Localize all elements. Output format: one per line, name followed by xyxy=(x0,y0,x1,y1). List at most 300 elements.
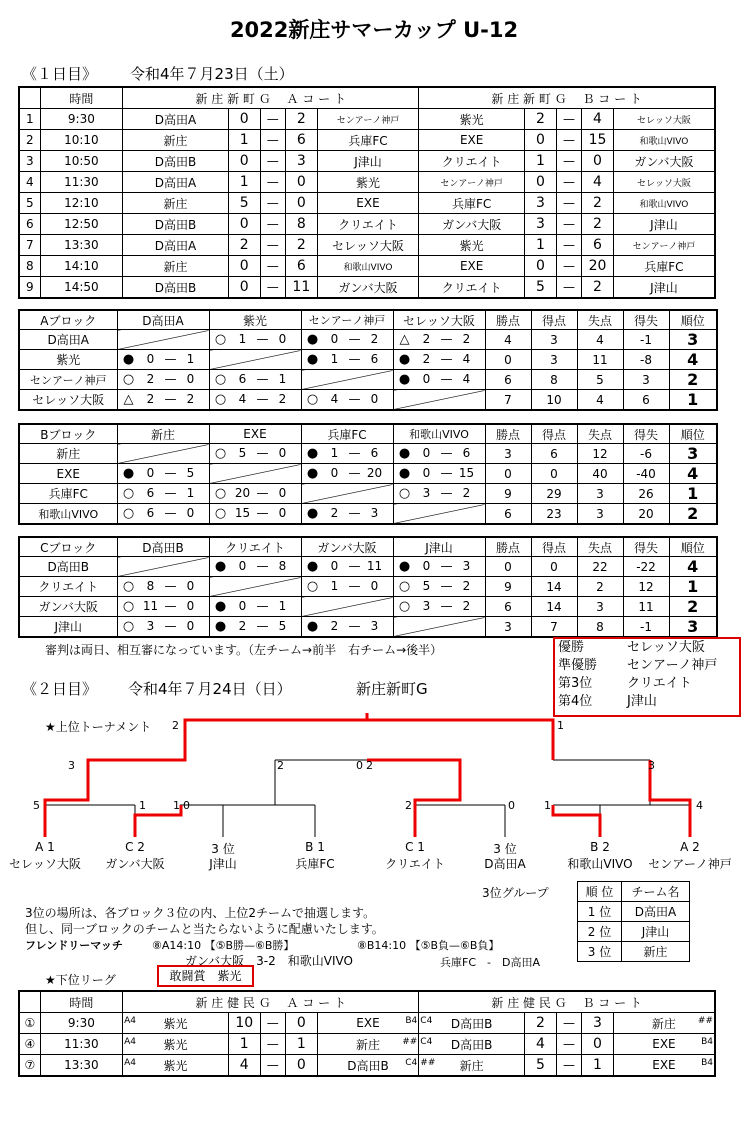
match-result-cell xyxy=(209,504,301,525)
a-away-score: 2 xyxy=(285,109,317,130)
a-away-team: 兵庫FC xyxy=(317,130,419,151)
goals-for: 3 xyxy=(422,599,431,613)
match-result-cell xyxy=(209,444,301,464)
score-dash: — xyxy=(348,446,361,460)
seed-tag: ## xyxy=(420,1058,436,1068)
match-no: 3 xyxy=(19,151,40,172)
a-away-score: 6 xyxy=(285,130,317,151)
standings-value: 3 xyxy=(531,350,577,370)
standings-header: 得点 xyxy=(531,537,577,557)
day1-date: 令和4年７月23日（土） xyxy=(130,65,294,83)
lower-header-time: 時間 xyxy=(40,991,122,1013)
match-result-cell xyxy=(301,577,393,597)
score-q1-left: 5 xyxy=(33,799,40,812)
b-home-score: 0 xyxy=(525,256,557,277)
a-home-team: D高田A xyxy=(123,172,229,193)
standings-value: 22 xyxy=(577,557,623,577)
bracket-seed: C 1 xyxy=(405,840,425,854)
match-result-cell xyxy=(117,504,209,525)
match-no: 4 xyxy=(19,172,40,193)
diagonal-cell xyxy=(393,617,485,638)
diagonal-cell xyxy=(301,370,393,390)
goals-against: 0 xyxy=(186,372,195,386)
a-home-team xyxy=(123,1055,229,1077)
table-row xyxy=(19,370,717,390)
tournament-label: ★上位トーナメント xyxy=(45,720,152,734)
standings-value: 6 xyxy=(531,444,577,464)
match-no: 8 xyxy=(19,256,40,277)
b-away-team xyxy=(613,1034,715,1055)
match-result-cell xyxy=(117,597,209,617)
table-row xyxy=(19,235,715,256)
block-col-team: 紫光 xyxy=(209,310,301,330)
goals-against: 2 xyxy=(462,332,471,346)
block-col-team: J津山 xyxy=(393,537,485,557)
match-no: 2 xyxy=(19,130,40,151)
lower-league-label: ★下位リーグ xyxy=(45,973,116,987)
standings-value: 0 xyxy=(531,557,577,577)
score-sf-right-mid: 2 xyxy=(366,759,373,772)
a-away-team: J津山 xyxy=(317,151,419,172)
final-result-row xyxy=(555,675,739,693)
q3-red xyxy=(553,805,600,837)
standings-value: 14 xyxy=(531,597,577,617)
score-dash: — xyxy=(556,277,581,299)
diagonal-cell xyxy=(117,557,209,577)
diagonal-cell xyxy=(209,464,301,484)
result-mark: ○ xyxy=(122,506,135,521)
score-q3-left: 2 xyxy=(405,799,412,812)
result-mark: ● xyxy=(122,466,135,481)
goals-for: 0 xyxy=(238,559,247,573)
bracket-seed: C 2 xyxy=(125,840,145,854)
day1-schedule-table xyxy=(18,86,716,299)
third-rank: 2 位 xyxy=(578,922,622,942)
standings-value: -1 xyxy=(623,330,669,350)
a-away-team: センアーノ神戸 xyxy=(317,109,419,130)
goals-for: 2 xyxy=(146,372,155,386)
team-name: D高田B xyxy=(450,1037,493,1052)
standings-value: 0 xyxy=(485,350,531,370)
b-away-score: 0 xyxy=(582,151,614,172)
goals-against: 0 xyxy=(186,506,195,520)
result-mark: ○ xyxy=(214,372,227,387)
a-away-team: EXE xyxy=(317,193,419,214)
goals-for: 0 xyxy=(146,466,155,480)
goals-for: 11 xyxy=(142,599,159,613)
seed-tag: C4 xyxy=(420,1016,433,1026)
goals-against: 6 xyxy=(370,352,379,366)
table-row xyxy=(578,902,690,922)
score-dash: — xyxy=(260,193,285,214)
goals-for: 1 xyxy=(330,446,339,460)
match-result-cell xyxy=(393,484,485,504)
standings-value: 4 xyxy=(577,330,623,350)
bracket-team: クリエイト xyxy=(385,857,445,871)
match-time: 13:30 xyxy=(40,235,122,256)
score-dash: — xyxy=(348,332,361,346)
block-name: Cブロック xyxy=(19,537,117,557)
goals-for: 20 xyxy=(234,486,251,500)
goals-for: 4 xyxy=(238,392,247,406)
result-mark: ○ xyxy=(214,332,227,347)
a-home-score: 4 xyxy=(228,1055,260,1077)
block-table xyxy=(18,536,718,638)
match-result-cell xyxy=(393,330,485,350)
standings-value: 3 xyxy=(669,444,717,464)
a-away-score: 1 xyxy=(285,1034,317,1055)
friendly-result-1: ガンバ大阪 3-2 和歌山VIVO xyxy=(185,954,353,968)
score-dash: — xyxy=(556,1013,581,1034)
match-result-cell xyxy=(301,350,393,370)
match-time: 11:30 xyxy=(40,1034,122,1055)
block-row-team: 和歌山VIVO xyxy=(19,504,117,525)
score-q4-right: 4 xyxy=(696,799,703,812)
score-dash: — xyxy=(260,1055,285,1077)
block-name: Bブロック xyxy=(19,424,117,444)
standings-value: 29 xyxy=(531,484,577,504)
a-away-score: 2 xyxy=(285,235,317,256)
score-dash: — xyxy=(260,130,285,151)
score-dash: — xyxy=(256,599,269,613)
b-away-team: セレッソ大阪 xyxy=(613,109,715,130)
friendly-result-2: 兵庫FC - D高田A xyxy=(440,956,540,969)
place-label: 準優勝 xyxy=(558,658,598,673)
standings-value: 8 xyxy=(577,617,623,638)
a-home-score: 0 xyxy=(228,277,260,299)
match-no: 6 xyxy=(19,214,40,235)
a-away-team: 紫光 xyxy=(317,172,419,193)
match-result-cell xyxy=(393,557,485,577)
table-row xyxy=(19,484,717,504)
goals-for: 2 xyxy=(146,392,155,406)
bracket-team: J津山 xyxy=(209,857,237,871)
standings-value: 11 xyxy=(577,350,623,370)
b-home-team xyxy=(419,1034,525,1055)
standings-value: -8 xyxy=(623,350,669,370)
result-mark: ○ xyxy=(214,446,227,461)
a-away-team xyxy=(317,1034,419,1055)
result-mark: ○ xyxy=(122,372,135,387)
match-result-cell xyxy=(393,464,485,484)
block-header-row xyxy=(19,424,717,444)
diagonal-cell xyxy=(393,504,485,525)
goals-against: 5 xyxy=(278,619,287,633)
bracket-team: センアーノ神戸 xyxy=(648,857,732,871)
team-name: D高田B xyxy=(347,1058,389,1073)
goals-against: 15 xyxy=(458,466,475,480)
a-home-team xyxy=(123,1013,229,1034)
result-mark: ● xyxy=(306,619,319,634)
bracket-team: 和歌山VIVO xyxy=(567,857,633,871)
score-q3-right: 0 xyxy=(508,799,515,812)
result-mark: ○ xyxy=(122,599,135,614)
score-final-left: 2 xyxy=(172,719,179,732)
score-dash: — xyxy=(556,172,581,193)
seed-tag: A4 xyxy=(124,1058,137,1068)
b-away-team xyxy=(613,1055,715,1077)
diagonal-cell xyxy=(117,330,209,350)
b-home-score: 0 xyxy=(525,172,557,193)
score-dash: — xyxy=(556,1055,581,1077)
third-team: J津山 xyxy=(622,922,690,942)
page-title: 2022新庄サマーカップ U-12 xyxy=(229,18,519,42)
table-row xyxy=(19,256,715,277)
goals-for: 5 xyxy=(238,446,247,460)
score-q1-right: 1 xyxy=(139,799,146,812)
b-away-team: 和歌山VIVO xyxy=(613,130,715,151)
seed-tag: C4 xyxy=(405,1058,418,1068)
b-home-score: 2 xyxy=(525,109,557,130)
result-mark: ● xyxy=(214,619,227,634)
team-name: 新庄 xyxy=(355,1037,380,1052)
standings-value: 12 xyxy=(577,444,623,464)
b-away-team xyxy=(613,1013,715,1034)
match-time: 10:50 xyxy=(40,151,122,172)
note-line-1: 3位の場所は、各ブロック３位の内、上位2チームで抽選します。 xyxy=(25,906,376,920)
match-result-cell xyxy=(209,617,301,638)
place-label: 第4位 xyxy=(558,694,593,709)
winner-path-left xyxy=(45,713,367,837)
score-dash: — xyxy=(260,256,285,277)
b-home-team: クリエイト xyxy=(419,151,525,172)
diagonal-cell xyxy=(301,597,393,617)
table-row xyxy=(19,130,715,151)
goals-against: 0 xyxy=(186,619,195,633)
score-dash: — xyxy=(260,151,285,172)
result-mark: ○ xyxy=(398,599,411,614)
a-away-team: クリエイト xyxy=(317,214,419,235)
bracket-seed: B 2 xyxy=(590,840,610,854)
goals-against: 11 xyxy=(366,559,383,573)
sf-right-red xyxy=(367,760,460,837)
standings-value: 3 xyxy=(669,617,717,638)
result-mark: ○ xyxy=(306,392,319,407)
day2-venue: 新庄新町G xyxy=(356,680,428,698)
table-row xyxy=(19,1055,715,1077)
bracket-scores xyxy=(33,719,703,812)
standings-value: 40 xyxy=(577,464,623,484)
goals-against: 3 xyxy=(462,559,471,573)
b-away-team: 和歌山VIVO xyxy=(613,193,715,214)
diagonal-cell xyxy=(209,350,301,370)
team-name: 紫光 xyxy=(163,1016,188,1031)
standings-header: 順位 xyxy=(669,310,717,330)
goals-against: 6 xyxy=(370,446,379,460)
goals-for: 2 xyxy=(238,619,247,633)
score-dash: — xyxy=(348,559,361,573)
b-away-score: 1 xyxy=(582,1055,614,1077)
match-time: 11:30 xyxy=(40,172,122,193)
result-mark: ○ xyxy=(306,579,319,594)
goals-against: 2 xyxy=(278,392,287,406)
match-result-cell xyxy=(117,617,209,638)
team-name: 紫光 xyxy=(163,1058,188,1073)
seed-tag: C4 xyxy=(420,1037,433,1047)
score-dash: — xyxy=(440,466,453,480)
standings-value: 9 xyxy=(485,577,531,597)
score-dash: — xyxy=(348,392,361,406)
block-row-team: D高田B xyxy=(19,557,117,577)
result-mark: ● xyxy=(306,466,319,481)
seed-tag: B4 xyxy=(701,1058,713,1068)
standings-value: 2 xyxy=(669,504,717,525)
block-row-team: 紫光 xyxy=(19,350,117,370)
match-result-cell xyxy=(117,390,209,411)
block-row-team: セレッソ大阪 xyxy=(19,390,117,411)
a-home-team: D高田B xyxy=(123,151,229,172)
score-dash: — xyxy=(256,372,269,386)
match-result-cell xyxy=(393,597,485,617)
goals-against: 1 xyxy=(186,352,195,366)
block-col-team: 和歌山VIVO xyxy=(393,424,485,444)
a-away-score: 0 xyxy=(285,1013,317,1034)
block-col-team: D高田B xyxy=(117,537,209,557)
score-dash: — xyxy=(440,352,453,366)
bracket-lines-red xyxy=(45,713,690,837)
goals-against: 3 xyxy=(370,619,379,633)
standings-value: 7 xyxy=(531,617,577,638)
standings-value: 2 xyxy=(669,370,717,390)
a-away-team xyxy=(317,1055,419,1077)
third-team: D高田A xyxy=(622,902,690,922)
goals-against: 0 xyxy=(370,579,379,593)
standings-value: 4 xyxy=(669,557,717,577)
third-rank: 1 位 xyxy=(578,902,622,922)
standings-value: 8 xyxy=(531,370,577,390)
place-team: セレッソ大阪 xyxy=(627,640,705,655)
table-row xyxy=(19,151,715,172)
match-result-cell xyxy=(393,350,485,370)
goals-against: 0 xyxy=(370,392,379,406)
a-away-score: 11 xyxy=(285,277,317,299)
bracket-team: 兵庫FC xyxy=(295,857,335,871)
goals-against: 2 xyxy=(462,486,471,500)
header-b-court: 新 庄 新 町 Ｇ Ｂ コ ー ト xyxy=(419,87,715,109)
a-away-score: 0 xyxy=(285,1055,317,1077)
goals-for: 6 xyxy=(146,506,155,520)
score-q2-right: 0 xyxy=(183,799,190,812)
goals-against: 6 xyxy=(462,446,471,460)
goals-against: 8 xyxy=(278,559,287,573)
a-home-score: 1 xyxy=(228,1034,260,1055)
score-dash: — xyxy=(164,372,177,386)
result-mark: △ xyxy=(399,332,410,347)
bracket-seed: A 1 xyxy=(35,840,55,854)
b-home-score: 0 xyxy=(525,130,557,151)
standings-value: 7 xyxy=(485,390,531,411)
match-result-cell xyxy=(117,577,209,597)
result-mark: ● xyxy=(306,559,319,574)
b-away-score: 4 xyxy=(582,109,614,130)
b-home-score: 1 xyxy=(525,235,557,256)
block-row-team: 兵庫FC xyxy=(19,484,117,504)
result-mark: ○ xyxy=(122,579,135,594)
match-result-cell xyxy=(117,350,209,370)
a-home-team: D高田B xyxy=(123,277,229,299)
lower-header-b-court: 新 庄 健 民 Ｇ Ｂ コ ー ト xyxy=(419,991,715,1013)
score-dash: — xyxy=(260,1013,285,1034)
score-dash: — xyxy=(256,486,269,500)
b-home-score: 4 xyxy=(525,1034,557,1055)
match-result-cell xyxy=(209,390,301,411)
seed-tag: A4 xyxy=(124,1016,137,1026)
score-sf-left-right: 2 xyxy=(277,759,284,772)
b-home-score: 1 xyxy=(525,151,557,172)
score-dash: — xyxy=(556,256,581,277)
match-time: 9:30 xyxy=(40,109,122,130)
table-row xyxy=(19,390,717,411)
a-away-team: 和歌山VIVO xyxy=(317,256,419,277)
goals-for: 0 xyxy=(330,466,339,480)
match-result-cell xyxy=(301,330,393,350)
goals-for: 3 xyxy=(422,486,431,500)
third-header-rank: 順 位 xyxy=(578,882,622,902)
a-home-score: 1 xyxy=(228,130,260,151)
block-col-team: EXE xyxy=(209,424,301,444)
goals-against: 0 xyxy=(186,599,195,613)
standings-header: 得失 xyxy=(623,537,669,557)
third-header-team: チーム名 xyxy=(622,882,690,902)
goals-against: 2 xyxy=(370,332,379,346)
standings-value: 14 xyxy=(531,577,577,597)
match-time: 12:50 xyxy=(40,214,122,235)
diagonal-cell xyxy=(117,444,209,464)
bracket-team: D高田A xyxy=(484,857,526,871)
a-away-team xyxy=(317,1013,419,1034)
goals-for: 2 xyxy=(330,619,339,633)
standings-value: -6 xyxy=(623,444,669,464)
goals-for: 0 xyxy=(422,466,431,480)
block-row-team: J津山 xyxy=(19,617,117,638)
bracket-seed: B 1 xyxy=(305,840,325,854)
match-result-cell xyxy=(301,504,393,525)
result-mark: ○ xyxy=(214,506,227,521)
b-away-team: J津山 xyxy=(613,277,715,299)
result-mark: ● xyxy=(306,506,319,521)
standings-header: 勝点 xyxy=(485,537,531,557)
table-row xyxy=(19,577,717,597)
block-col-team: ガンバ大阪 xyxy=(301,537,393,557)
a-home-score: 0 xyxy=(228,151,260,172)
standings-header: 得失 xyxy=(623,310,669,330)
goals-against: 4 xyxy=(462,372,471,386)
standings-value: 6 xyxy=(623,390,669,411)
result-mark: ● xyxy=(214,559,227,574)
standings-value: 12 xyxy=(623,577,669,597)
friendly-match-1: ⑧A14:10 【⑤B勝—⑥B勝】 xyxy=(152,939,295,952)
standings-header: 失点 xyxy=(577,424,623,444)
goals-against: 2 xyxy=(462,579,471,593)
standings-value: 23 xyxy=(531,504,577,525)
place-team: クリエイト xyxy=(627,676,692,691)
score-sf-right-left: 0 xyxy=(356,759,363,772)
goals-for: 2 xyxy=(422,352,431,366)
b-away-team: セレッソ大阪 xyxy=(613,172,715,193)
standings-header: 得点 xyxy=(531,424,577,444)
block-col-team: D高田A xyxy=(117,310,209,330)
result-mark: ● xyxy=(398,559,411,574)
b-home-team: ガンバ大阪 xyxy=(419,214,525,235)
diagonal-cell xyxy=(209,577,301,597)
place-team: J津山 xyxy=(627,694,657,709)
table-row xyxy=(19,557,717,577)
bracket-seed: 3 位 xyxy=(211,842,235,856)
goals-for: 0 xyxy=(422,559,431,573)
match-result-cell xyxy=(301,390,393,411)
match-result-cell xyxy=(301,464,393,484)
b-home-score: 3 xyxy=(525,193,557,214)
